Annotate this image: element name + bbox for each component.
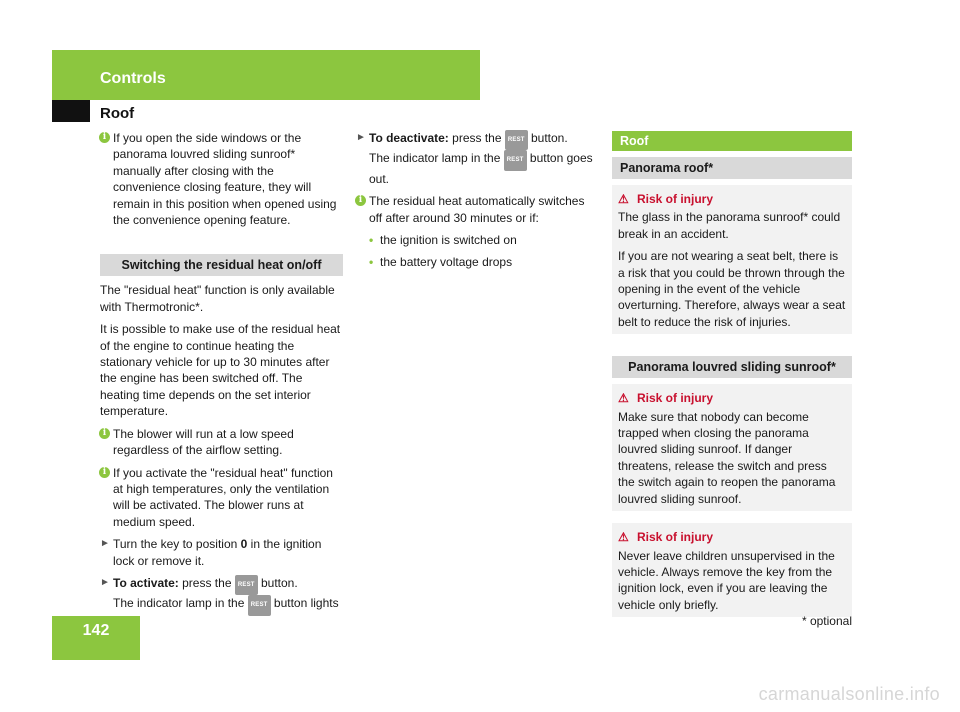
warning-triangle-icon: ⚠ xyxy=(618,391,629,406)
rest-button-icon: REST xyxy=(504,150,527,170)
paragraph: The "residual heat" function is only available with Thermotronic*. xyxy=(100,283,335,314)
heading-residual-heat: Switching the residual heat on/off xyxy=(100,254,343,276)
info-icon: i xyxy=(99,467,110,478)
arrow-right-icon: ► xyxy=(100,576,110,588)
list-item: • the battery voltage drops xyxy=(369,255,513,270)
column-middle xyxy=(356,130,599,277)
instruction-step: ► Turn the key to position 0 in the ignition lock or remove it. xyxy=(100,537,322,568)
bullet-icon: • xyxy=(369,255,374,270)
rest-button-icon: REST xyxy=(248,595,271,615)
list-item: • the ignition is switched on xyxy=(369,233,517,248)
arrow-right-icon: ► xyxy=(100,538,110,550)
header-tab-marker xyxy=(52,100,90,122)
column-left xyxy=(100,130,343,638)
heading-panorama-roof: Panorama roof* xyxy=(612,157,852,179)
instruction-step: ► To deactivate: press the REST button. The indicator lamp in the REST button goes out. xyxy=(356,131,593,186)
column-right xyxy=(612,131,852,617)
page-number: 142 xyxy=(82,622,110,639)
instruction-step: ► To activate: press the REST button. The indicator lamp in the REST button lights xyxy=(100,575,343,632)
section-bar-roof: Roof xyxy=(612,131,852,151)
bullet-icon: • xyxy=(369,233,374,248)
warning-box: ⚠ Risk of injury Make sure that nobody can become trapped when closing the panorama louvred sliding sunroof. If danger threatens, release the switch and press the switch again to reopen the panorama louvred sliding sunroof. xyxy=(612,384,852,511)
warning-triangle-icon: ⚠ xyxy=(618,192,629,206)
footnote-optional: * optional xyxy=(801,614,852,628)
section-title: Controls xyxy=(100,70,166,87)
info-note: i The residual heat automatically switches off after around 30 minutes or if: xyxy=(356,193,599,226)
info-icon: i xyxy=(99,132,110,143)
info-icon: i xyxy=(355,195,366,206)
heading-louvred-sunroof: Panorama louvred sliding sunroof* xyxy=(612,356,852,378)
subsection-title: Roof xyxy=(100,105,135,122)
watermark: carmanualsonline.info xyxy=(758,684,940,704)
rest-button-icon: REST xyxy=(505,130,528,150)
arrow-right-icon: ► xyxy=(356,132,366,143)
info-icon: i xyxy=(99,428,110,439)
info-note: i If you open the side windows or the panorama louvred sliding sunroof* manually after closing with the convenience closing feature, they will remain in this position when opened using the convenience opening feature. xyxy=(100,130,343,228)
info-note: i The blower will run at a low speed regardless of the airflow setting. xyxy=(100,426,343,459)
warning-box: ⚠ Risk of injury Never leave children unsupervised in the vehicle. Always remove the key from the ignition lock, even if you are leaving the vehicle only briefly. xyxy=(612,523,852,617)
info-note: i If you activate the "residual heat" function at high temperatures, only the ventilation will be activated. The blower runs at medium speed. xyxy=(100,465,343,531)
warning-triangle-icon: ⚠ xyxy=(618,530,629,545)
rest-button-icon: REST xyxy=(235,575,258,595)
paragraph: It is possible to make use of the residual heat of the engine to continue heating the stationary vehicle for up to 30 minutes after the engine has been switched off. The heating time depends on the set interior temperature. xyxy=(100,322,341,419)
warning-box: ⚠ Risk of injury The glass in the panorama sunroof* could break in an accident. If you are not wearing a seat belt, there is a risk that you could be thrown through the opening in the event of the vehicle overturning. Therefore, always wear a seat belt to reduce the risk of injuries. xyxy=(612,185,852,334)
